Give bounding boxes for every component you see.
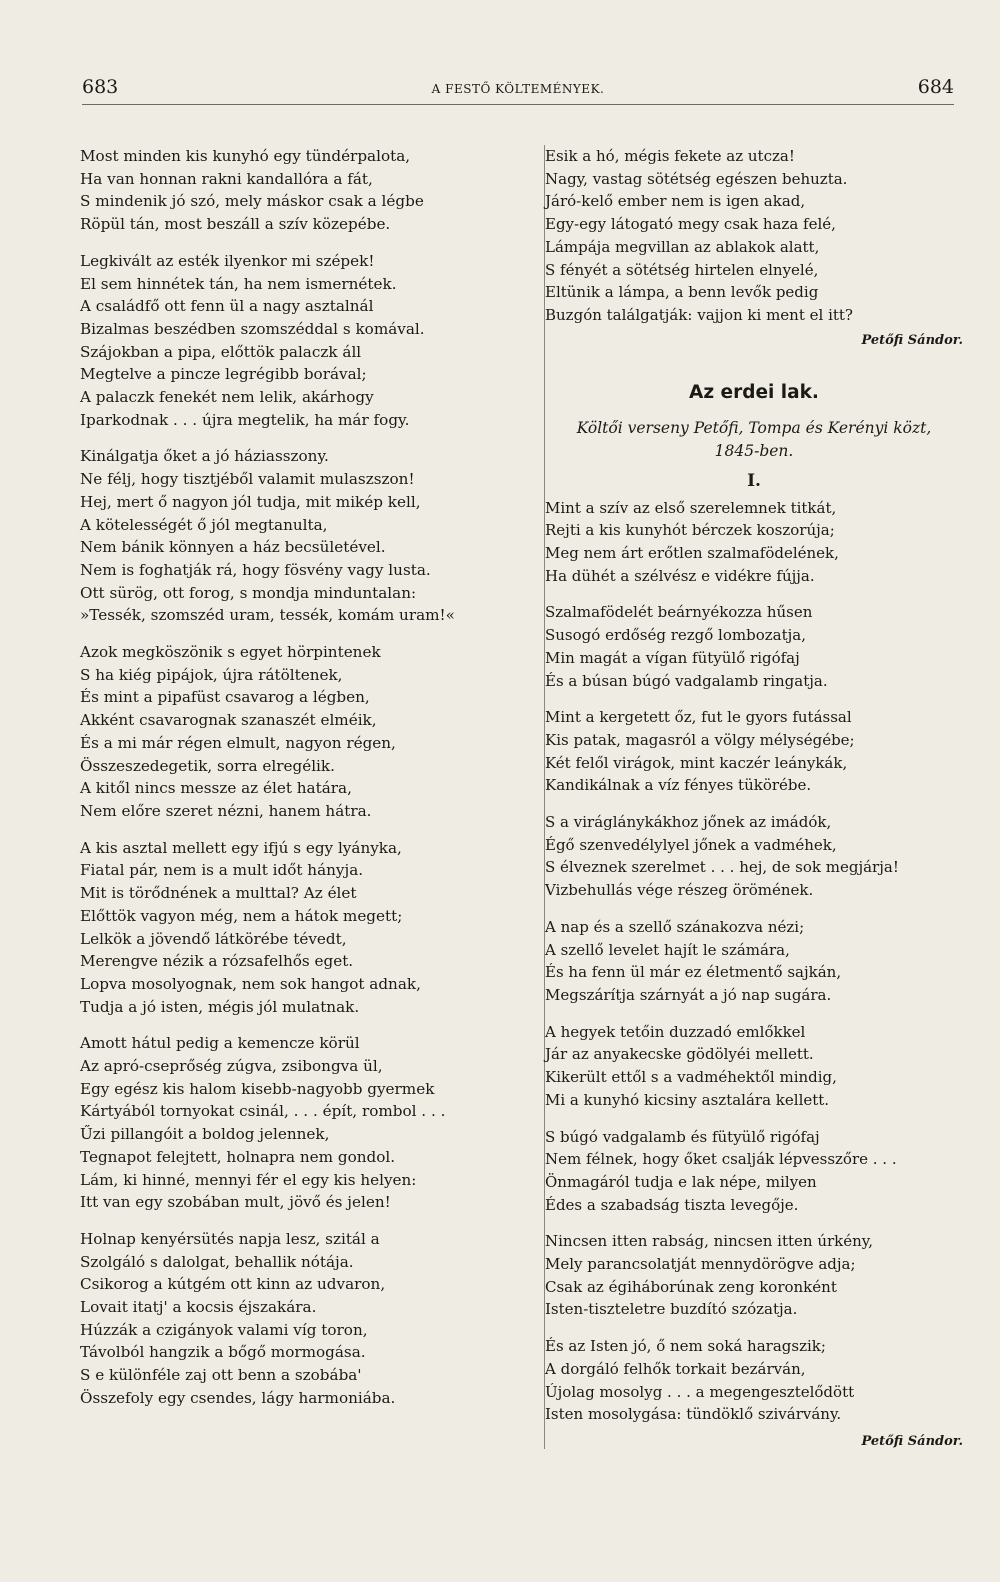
verse-line: Merengve nézik a rózsafelhős eget. <box>80 952 354 971</box>
verse-line: Égő szenvedélylyel jőnek a vadméhek, <box>545 835 837 854</box>
verse-line: Kártyából tornyokat csinál, . . . épít, rombol . . . <box>80 1102 446 1121</box>
verse-line: Összefoly egy csendes, lágy harmoniába. <box>80 1388 396 1407</box>
verse-line: Szalmafödelét beárnyékozza hűsen <box>545 603 813 622</box>
signature: Petőfi Sándor. <box>861 332 963 348</box>
verse-line: Szolgáló s dalolgat, behallik nótája. <box>80 1252 354 1271</box>
page-header <box>82 74 954 105</box>
verse-line: Egy egész kis halom kisebb-nagyobb gyermek <box>80 1079 435 1098</box>
verse-line: S ha kiég pipájok, újra rátöltenek, <box>80 665 343 684</box>
verse-line: Húzzák a czigányok valami víg toron, <box>80 1320 368 1339</box>
verse-line: Lám, ki hinné, mennyi fér el egy kis helyen: <box>80 1170 417 1189</box>
verse-line: Kandikálnak a víz fényes tükörébe. <box>545 776 812 795</box>
stanza <box>80 145 520 236</box>
verse-line: Nagy, vastag sötétség egészen behuzta. <box>545 169 848 188</box>
verse-line: Akként csavarognak szanaszét elméik, <box>80 711 377 730</box>
verse-line: A családfő ott fenn ül a nagy asztalnál <box>80 297 374 316</box>
running-title: A FESTŐ KÖLTEMÉNYEK. <box>431 82 605 96</box>
verse-line: Tudja a jó isten, mégis jól mulatnak. <box>80 997 360 1016</box>
verse-line: Ne félj, hogy tisztjéből valamit mulaszszon! <box>80 470 415 489</box>
stanza <box>80 1032 520 1214</box>
verse-line: Megszárítja szárnyát a jó nap sugára. <box>545 985 832 1004</box>
verse-line: Két felől virágok, mint kaczér leánykák, <box>545 753 848 772</box>
verse-line: Távolból hangzik a bőgő mormogása. <box>80 1343 366 1362</box>
verse-line: Nincsen itten rabság, nincsen itten úrkény, <box>545 1232 874 1251</box>
verse-line: Mit is törődnének a multtal? Az élet <box>80 884 357 903</box>
verse-line: Vizbehullás vége részeg örömének. <box>545 881 814 900</box>
verse-line: A kis asztal mellett egy ifjú s egy lyányka, <box>80 838 402 857</box>
stanza <box>80 837 520 1019</box>
verse-line: Legkivált az esték ilyenkor mi szépek! <box>80 251 375 270</box>
verse-line: Kikerült ettől s a vadméhektől mindig, <box>545 1068 837 1087</box>
verse-line: S e különféle zaj ott benn a szobába' <box>80 1366 362 1385</box>
verse-line: Röpül tán, most beszáll a szív közepébe. <box>80 215 391 234</box>
verse-line: Lopva mosolyognak, nem sok hangot adnak, <box>80 974 421 993</box>
verse-line: Kinálgatja őket a jó háziasszony. <box>80 447 329 466</box>
verse-line: Mint a kergetett őz, fut le gyors futással <box>545 708 852 727</box>
poem-subtitle: Költői verseny Petőfi, Tompa és Kerényi közt, <box>576 418 932 437</box>
verse-line: Most minden kis kunyhó egy tündérpalota, <box>80 147 411 165</box>
stanza <box>80 1228 520 1410</box>
opening-stanza <box>545 145 963 327</box>
signature: Petőfi Sándor. <box>861 1433 963 1449</box>
verse-line: Hej, mert ő nagyon jól tudja, mit mikép kell, <box>80 492 421 511</box>
verse-line: Nem félnek, hogy őket csalják lépvesszőre . . . <box>545 1150 897 1169</box>
verse-line: Ha dühét a szélvész e vidékre fújja. <box>545 566 815 585</box>
verse-line: A palaczk fenekét nem lelik, akárhogy <box>80 388 374 407</box>
verse-line: Édes a szabadság tiszta levegője. <box>545 1195 799 1214</box>
verse-line: S fényét a sötétség hirtelen elnyelé, <box>545 260 819 279</box>
verse-line: Tegnapot felejtett, holnapra nem gondol. <box>80 1147 396 1166</box>
verse-line: Járó-kelő ember nem is igen akad, <box>545 192 806 211</box>
verse-line: El sem hinnétek tán, ha nem ismernétek. <box>80 274 397 293</box>
verse-line: Azok megköszönik s egyet hörpintenek <box>80 643 381 662</box>
verse-line: A kitől nincs messze az élet határa, <box>80 779 352 798</box>
stanza <box>545 706 963 797</box>
verse-line: És mint a pipafüst csavarog a légben, <box>80 688 370 707</box>
verse-line: Min magát a vígan fütyülő rigófaj <box>545 648 800 667</box>
verse-line: Meg nem árt erőtlen szalmafödelének, <box>545 544 839 563</box>
verse-line: És az Isten jó, ő nem soká haragszik; <box>545 1337 826 1356</box>
verse-line: Nem is foghatják rá, hogy fösvény vagy lusta. <box>80 560 431 579</box>
stanza <box>545 1126 963 1217</box>
verse-line: S mindenik jó szó, mely máskor csak a légbe <box>80 192 424 211</box>
verse-line: A nap és a szellő szánakozva nézi; <box>545 917 805 936</box>
verse-line: Előttök vagyon még, nem a hátok megett; <box>80 906 403 925</box>
poem-title: Az erdei lak. <box>689 381 819 403</box>
verse-line: Amott hátul pedig a kemencze körül <box>80 1034 360 1053</box>
verse-line: Csak az égiháborúnak zeng koronként <box>545 1277 837 1296</box>
poem-body <box>545 497 963 1426</box>
verse-line: Rejti a kis kunyhót bérczek koszorúja; <box>545 521 835 540</box>
verse-line: És ha fenn ül már ez életmentő sajkán, <box>545 963 842 982</box>
verse-line: Szájokban a pipa, előttök palaczk áll <box>80 342 362 361</box>
verse-line: Mint a szív az első szerelemnek titkát, <box>545 498 837 517</box>
verse-line: Isten mosolygása: tündöklő szivárvány. <box>545 1405 842 1424</box>
verse-line: Lámpája megvillan az ablakok alatt, <box>545 237 820 256</box>
verse-line: Iparkodnak . . . újra megtelik, ha már fogy. <box>80 410 410 429</box>
verse-line: S búgó vadgalamb és fütyülő rigófaj <box>545 1127 820 1146</box>
verse-line: Kis patak, magasról a völgy mélységébe; <box>545 730 855 749</box>
verse-line: Itt van egy szobában mult, jövő és jelen! <box>80 1193 391 1212</box>
verse-line: Holnap kenyérsütés napja lesz, szitál a <box>80 1229 380 1248</box>
verse-line: És a búsan búgó vadgalamb ringatja. <box>545 671 828 690</box>
stanza <box>545 916 963 1007</box>
verse-line: »Tessék, szomszéd uram, tessék, komám uram!« <box>80 606 455 625</box>
verse-line: Lovait itatj' a kocsis éjszakára. <box>80 1298 317 1317</box>
stanza <box>80 641 520 823</box>
verse-line: Buzgón találgatják: vajjon ki ment el itt? <box>545 305 853 324</box>
verse-line: Nem bánik könnyen a ház becsületével. <box>80 538 386 557</box>
left-column <box>80 145 520 1424</box>
verse-line: Mely parancsolatját mennydörögve adja; <box>545 1255 856 1274</box>
verse-line: Összeszedegetik, sorra elregélik. <box>80 756 335 775</box>
verse-line: Ott sürög, ott forog, s mondja minduntalan: <box>80 583 417 602</box>
verse-line: Önmagáról tudja e lak népe, milyen <box>545 1172 817 1191</box>
verse-line: Mi a kunyhó kicsiny asztalára kellett. <box>545 1090 830 1109</box>
verse-line: Űzi pillangóit a boldog jelennek, <box>80 1125 330 1144</box>
verse-line: Bizalmas beszédben szomszéddal s komával. <box>80 319 425 338</box>
verse-line: A hegyek tetőin duzzadó emlőkkel <box>545 1022 806 1041</box>
verse-line: Újolag mosolyg . . . a megengesztelődött <box>545 1382 855 1401</box>
stanza <box>80 445 520 627</box>
poem-subtitle-year: 1845-ben. <box>714 441 794 460</box>
verse-line: És a mi már régen elmult, nagyon régen, <box>80 733 396 752</box>
section-number: I. <box>747 470 761 491</box>
stanza <box>545 811 963 902</box>
verse-line: Az apró-cseprőség zúgva, zsibongva ül, <box>80 1057 383 1076</box>
stanza <box>545 601 963 692</box>
stanza <box>80 250 520 432</box>
verse-line: Esik a hó, mégis fekete az utcza! <box>545 147 795 165</box>
verse-line: Egy-egy látogató megy csak haza felé, <box>545 215 836 234</box>
verse-line: Eltünik a lámpa, a benn levők pedig <box>545 283 819 302</box>
left-page-number: 683 <box>82 76 119 98</box>
right-column <box>544 145 963 1449</box>
stanza <box>545 1021 963 1112</box>
verse-line: A dorgáló felhők torkait bezárván, <box>545 1359 806 1378</box>
verse-line: Csikorog a kútgém ott kinn az udvaron, <box>80 1275 386 1294</box>
verse-line: Jár az anyakecske gödölyéi mellett. <box>545 1045 814 1064</box>
stanza <box>545 1335 963 1426</box>
right-page-number: 684 <box>917 76 954 98</box>
stanza <box>545 497 963 588</box>
verse-line: Isten-tiszteletre buzdító szózatja. <box>545 1300 798 1319</box>
verse-line: Megtelve a pincze legrégibb borával; <box>80 365 367 384</box>
verse-line: Susogó erdőség rezgő lombozatja, <box>545 626 806 645</box>
verse-line: A szellő levelet hajít le számára, <box>545 940 790 959</box>
verse-line: Fiatal pár, nem is a mult időt hányja. <box>80 861 364 880</box>
verse-line: Ha van honnan rakni kandallóra a fát, <box>80 169 373 188</box>
verse-line: Nem előre szeret nézni, hanem hátra. <box>80 801 372 820</box>
stanza <box>545 1230 963 1321</box>
verse-line: S élveznek szerelmet . . . hej, de sok megjárja! <box>545 858 899 877</box>
verse-line: A kötelességét ő jól megtanulta, <box>80 515 328 534</box>
verse-line: Lelkök a jövendő látkörébe tévedt, <box>80 929 347 948</box>
verse-line: S a viráglánykákhoz jőnek az imádók, <box>545 813 832 832</box>
